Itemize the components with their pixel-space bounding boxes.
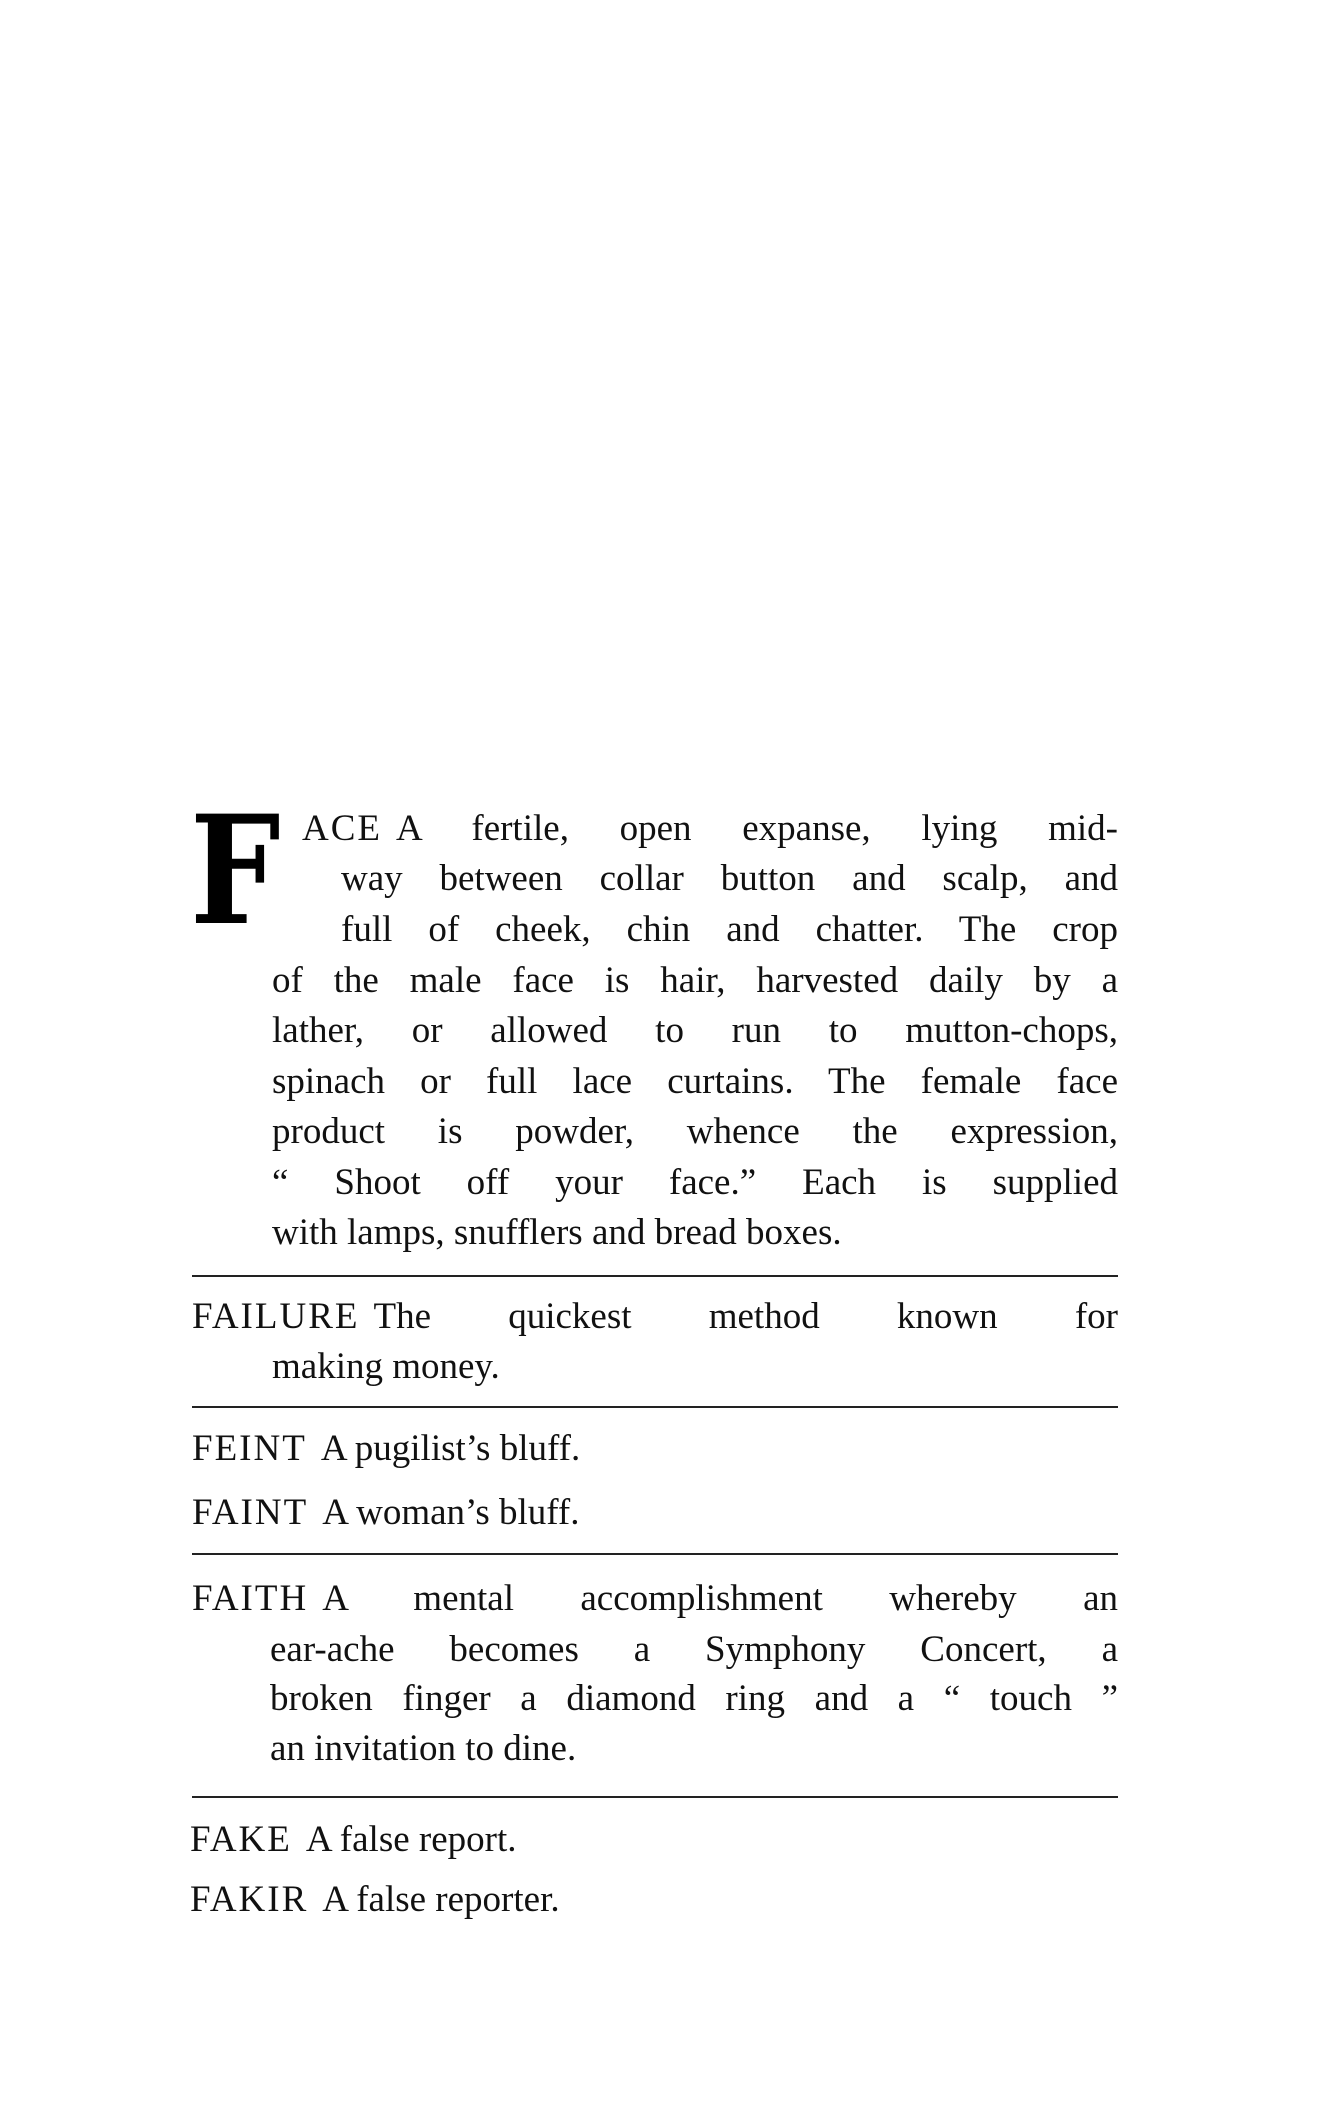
definition-text: A fertile, open expanse, lying mid- bbox=[396, 808, 1118, 849]
text-line: making money. bbox=[272, 1346, 500, 1387]
divider-rule bbox=[192, 1796, 1118, 1798]
definition-text: A false report. bbox=[305, 1819, 517, 1860]
definition-text: The quickest method known for bbox=[373, 1296, 1118, 1337]
headword: FEINT bbox=[192, 1428, 307, 1469]
text-line: lather, or allowed to run to mutton-chops, bbox=[272, 1010, 1118, 1051]
headword: FAKIR bbox=[190, 1879, 309, 1920]
text-line: product is powder, whence the expression, bbox=[272, 1111, 1118, 1152]
entry-fake bbox=[190, 1815, 1118, 1865]
definition-text: A woman’s bluff. bbox=[322, 1492, 580, 1533]
headword: FAILURE bbox=[192, 1296, 360, 1337]
text-line: ear-ache becomes a Symphony Concert, a bbox=[270, 1629, 1118, 1670]
text-line: “ Shoot off your face.” Each is supplied bbox=[272, 1162, 1118, 1203]
divider-rule bbox=[192, 1553, 1118, 1555]
text-line: broken finger a diamond ring and a “ touch ” bbox=[270, 1678, 1118, 1719]
divider-rule bbox=[192, 1406, 1118, 1408]
entry-faint bbox=[192, 1488, 1118, 1538]
text-line bbox=[192, 1292, 1118, 1342]
entry-fakir bbox=[190, 1875, 1118, 1925]
definition-text: A pugilist’s bluff. bbox=[320, 1428, 581, 1469]
text-line: way between collar button and scalp, and bbox=[341, 858, 1118, 899]
text-line bbox=[302, 804, 1118, 854]
text-line: spinach or full lace curtains. The female face bbox=[272, 1061, 1118, 1102]
headword: FAKE bbox=[190, 1819, 292, 1860]
text-line: of the male face is hair, harvested daily by a bbox=[272, 960, 1118, 1001]
definition-text: A false reporter. bbox=[322, 1879, 560, 1920]
text-line: full of cheek, chin and chatter. The crop bbox=[341, 909, 1118, 950]
text-line bbox=[192, 1574, 1118, 1624]
text-line: an invitation to dine. bbox=[270, 1728, 577, 1769]
entry-feint bbox=[192, 1424, 1118, 1474]
headword: ACE bbox=[302, 808, 382, 849]
text-line: with lamps, snufflers and bread boxes. bbox=[272, 1212, 842, 1253]
headword: FAITH bbox=[192, 1578, 309, 1619]
headword: FAINT bbox=[192, 1492, 309, 1533]
definition-text: A mental accomplishment whereby an bbox=[322, 1578, 1118, 1619]
divider-rule bbox=[192, 1275, 1118, 1277]
drop-cap: F bbox=[190, 783, 281, 959]
